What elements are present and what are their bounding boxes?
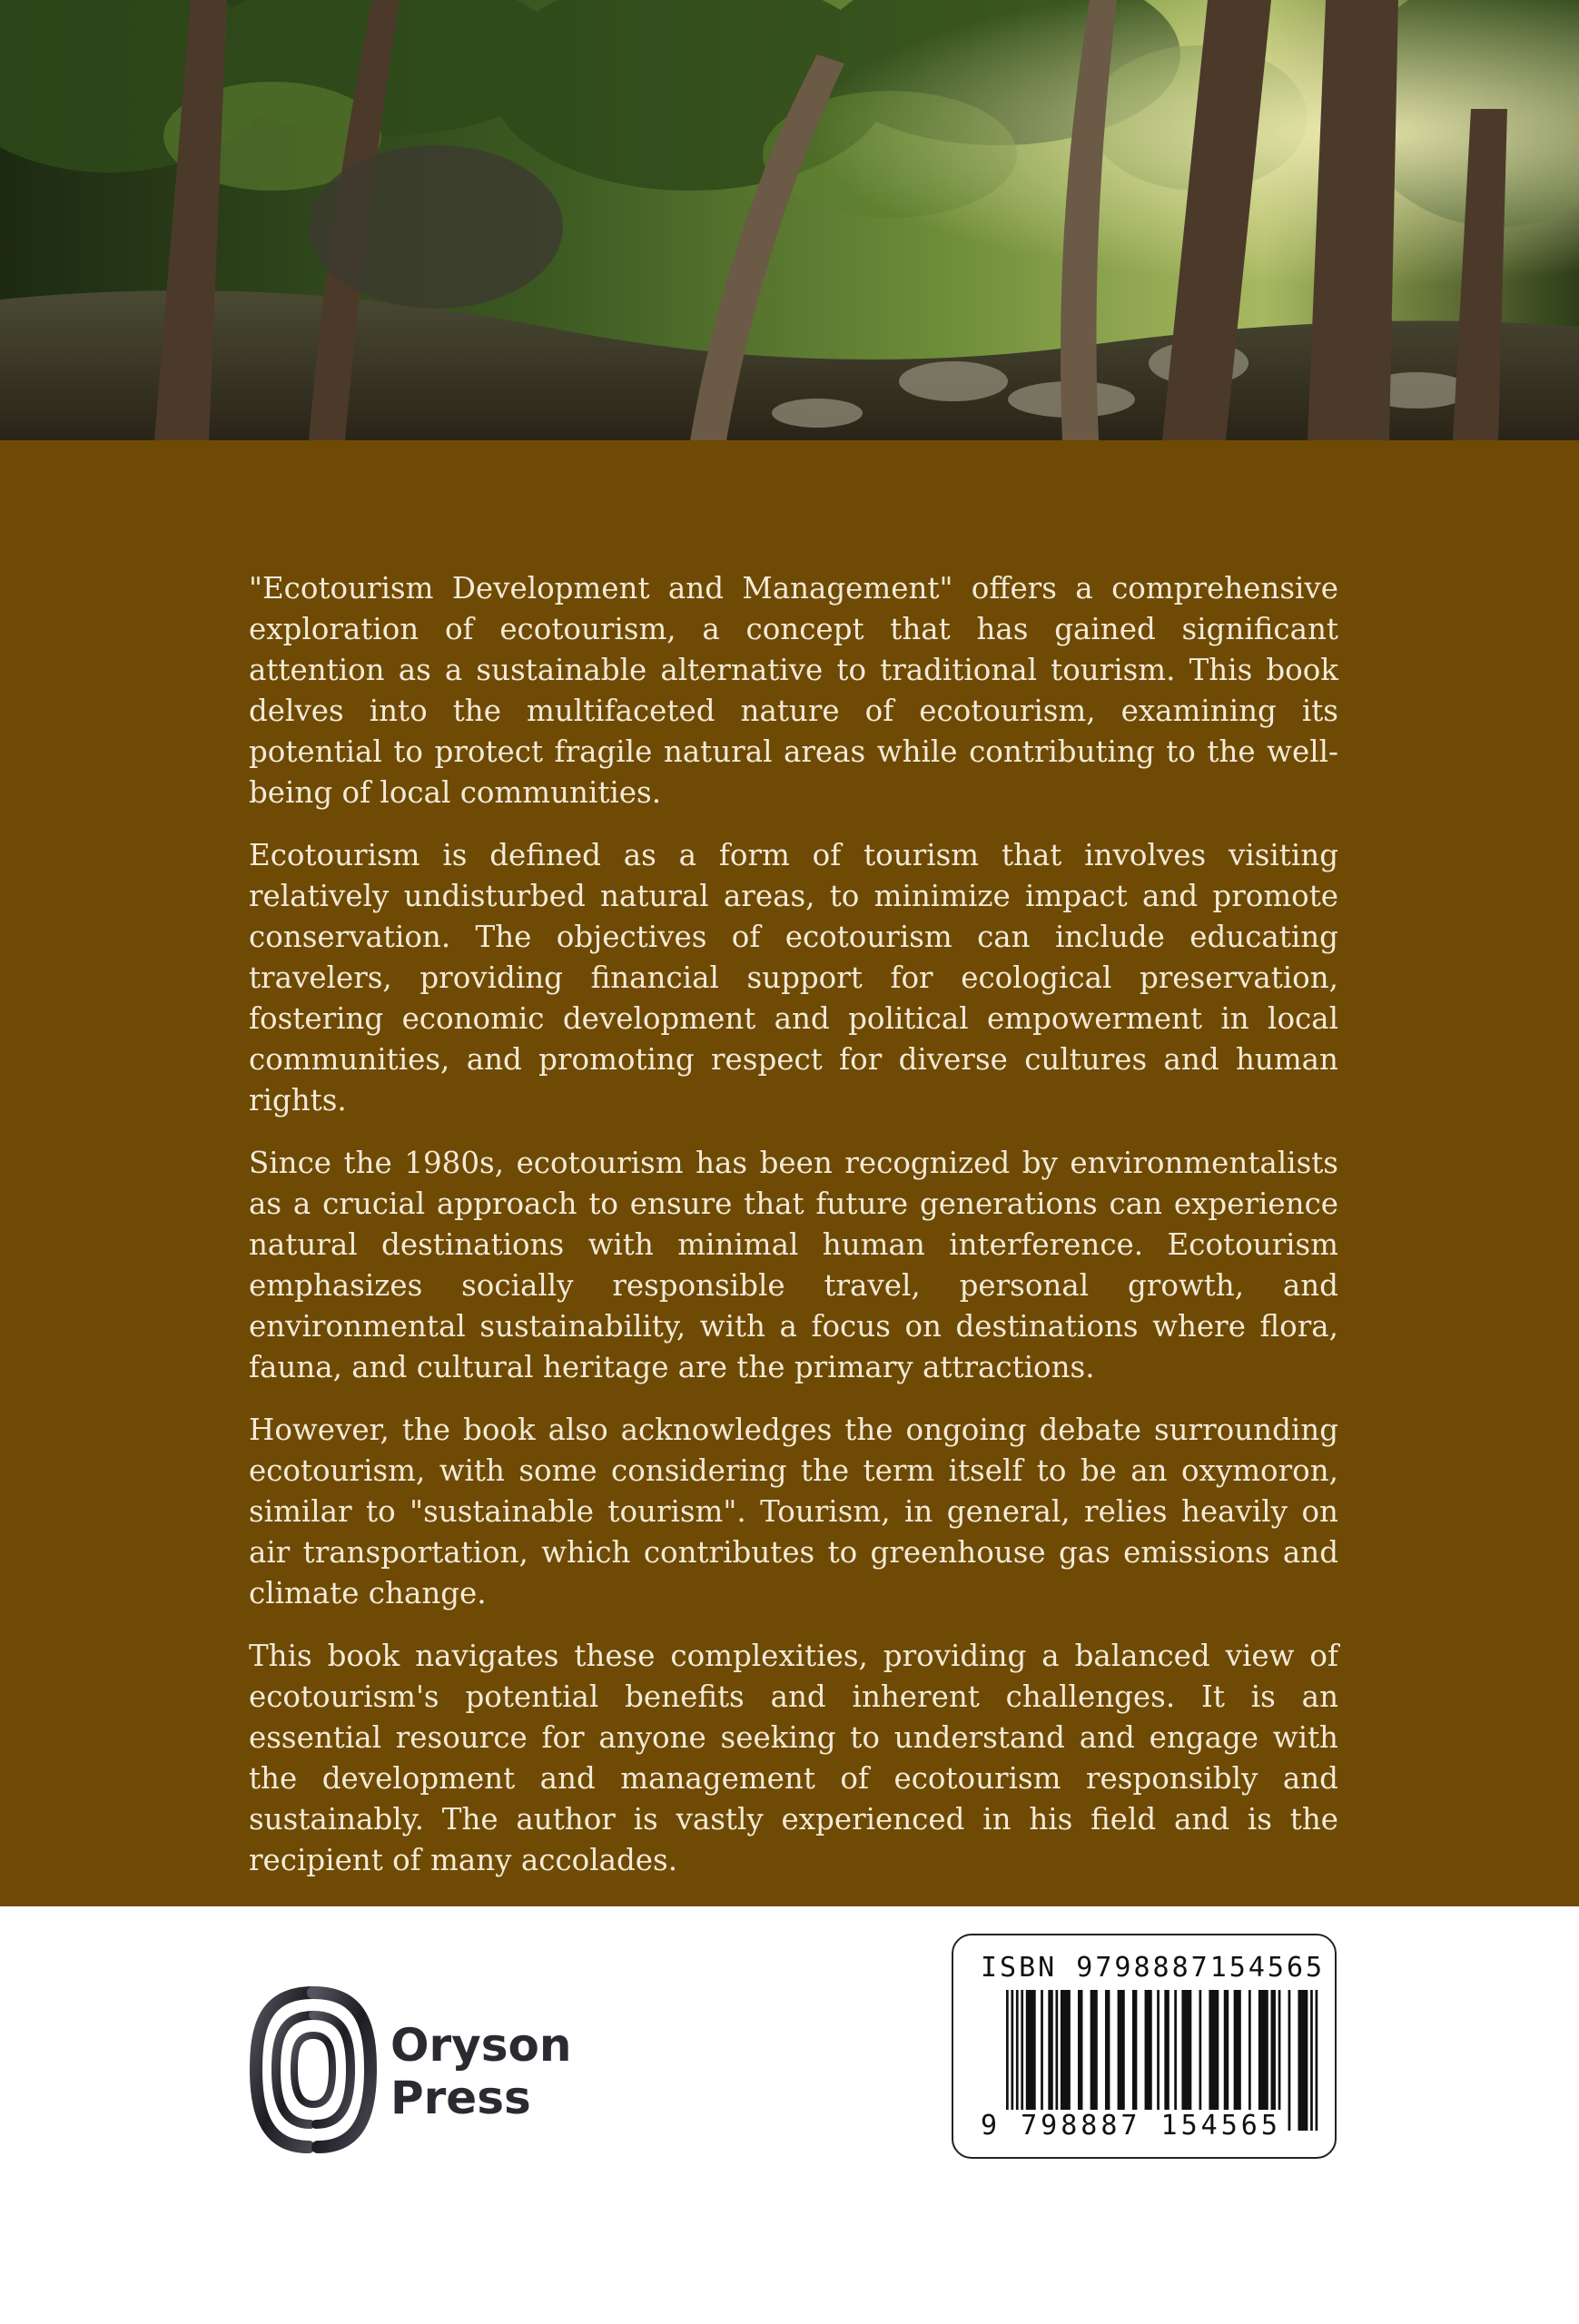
forest-photo [0, 0, 1579, 440]
description-paragraph: "Ecotourism Development and Management" offers a comprehensive exploration of ecotourism, a concept that has gained significant attention as a sustainable alternative to traditional tourism. This book delves into the multifaceted nature of ecotourism, examining its potential to protect fragile natural areas while contributing to the well-being of local communities. [249, 571, 1338, 810]
publisher-logo [245, 1979, 572, 2161]
barcode-bar [1298, 1990, 1308, 2131]
publisher-name-line2: Press [390, 2072, 531, 2124]
description-paragraph: However, the book also acknowledges the ongoing debate surrounding ecotourism, with some considering the term itself to be an oxymoron, similar to "sustainable tourism". Tourism, in general, relies heavily on air transportation, which contributes to greenhouse gas emissions and climate change. [249, 1413, 1338, 1610]
publisher-name [390, 2019, 571, 2124]
barcode-bar [1288, 1990, 1291, 2131]
isbn-label: ISBN 9798887154565 [981, 1952, 1326, 1984]
stacked-rings-logo-icon [245, 1979, 381, 2161]
barcode-bar [1316, 1990, 1318, 2131]
description-paragraph: Since the 1980s, ecotourism has been recognized by environmentalists as a crucial approach to ensure that future generations can experience natural destinations with minimal human interference. Ecotourism emphasizes socially responsible travel, personal growth, and environmental sustainability, with a focus on destinations where flora, fauna, and cultural heritage are the primary attractions. [249, 1146, 1338, 1384]
description-paragraph: Ecotourism is defined as a form of tourism that involves visiting relatively undisturbed natural areas, to minimize impact and promote conservation. The objectives of ecotourism can include educating travelers, providing financial support for ecological preservation, fostering economic development and political empowerment in local communities, and promoting respect for diverse cultures and human rights. [249, 838, 1338, 1118]
description-paragraph: This book navigates these complexities, providing a balanced view of ecotourism's potential benefits and inherent challenges. It is an essential resource for anyone seeking to understand and engage with the development and management of ecotourism responsibly and sustainably. The author is vastly experienced in his field and is the recipient of many accolades. [249, 1639, 1338, 1877]
publisher-name-line1: Oryson [390, 2019, 572, 2072]
barcode-bar [1310, 1990, 1313, 2131]
book-description [249, 568, 1338, 1903]
isbn-digits: 9 798887 154565 [981, 2110, 1281, 2142]
isbn-barcode [952, 1934, 1337, 2159]
